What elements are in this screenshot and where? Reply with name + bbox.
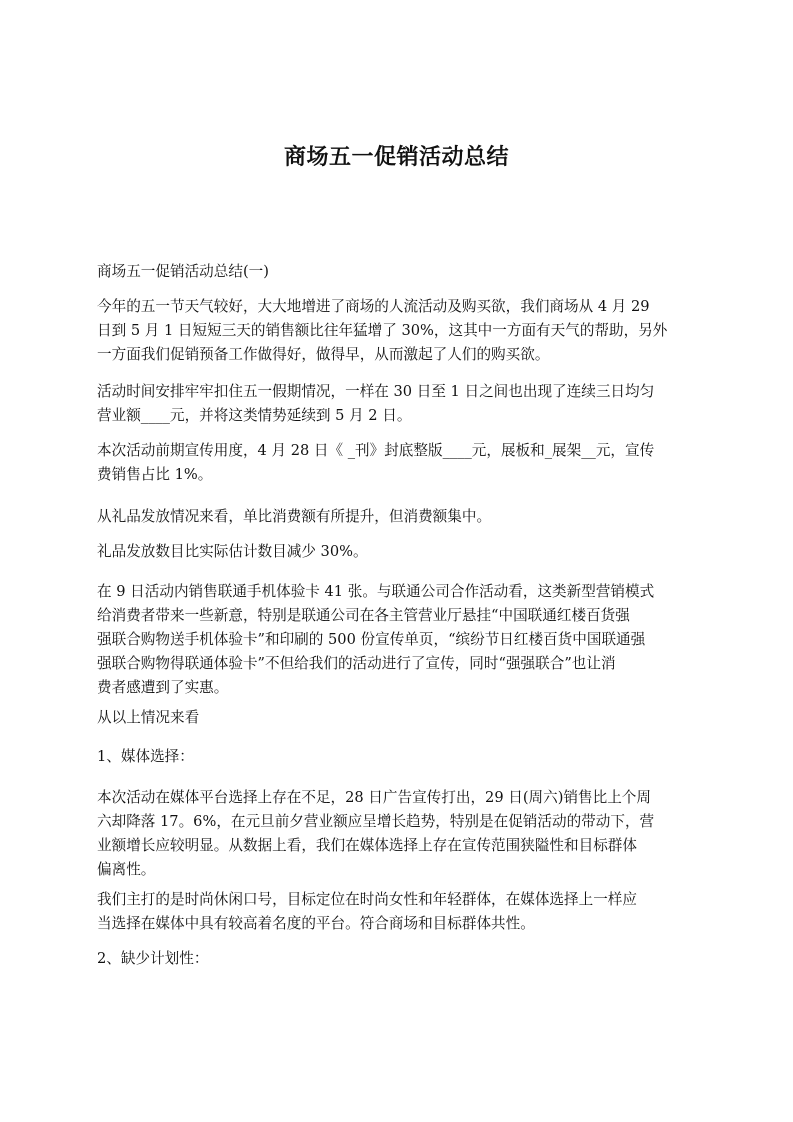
section-heading xyxy=(97,260,703,284)
paragraph xyxy=(97,540,703,564)
paragraph-line: 礼品发放数目比实际估计数目减少 30%。 xyxy=(97,543,368,560)
paragraph xyxy=(97,295,703,367)
paragraph-line: 业额增长应较明显。从数据上看，我们在媒体选择上存在宣传范围狭隘性和目标群体 xyxy=(97,837,637,854)
paragraph xyxy=(97,888,703,936)
paragraph-line: 一方面我们促销预备工作做得好，做得早，从而激起了人们的购买欲。 xyxy=(97,346,550,363)
paragraph-line: 本次活动在媒体平台选择上存在不足，28 日广告宣传打出，29 日(周六)销售比上个周 xyxy=(97,789,651,806)
paragraph xyxy=(97,505,703,529)
paragraph-line: 日到 5 月 1 日短短三天的销售额比往年猛增了 30%，这其中一方面有天气的帮助，另外 xyxy=(97,322,668,339)
paragraph-line: 1、媒体选择： xyxy=(97,748,194,765)
paragraph-line: 偏离性。 xyxy=(97,861,156,878)
paragraph-line: 当选择在媒体中具有较高着名度的平台。符合商场和目标群体共性。 xyxy=(97,915,535,932)
paragraph xyxy=(97,580,703,700)
paragraph-line: 从礼品发放情况来看，单比消费额有所提升，但消费额集中。 xyxy=(97,508,492,525)
paragraph-line: 费销售占比 1%。 xyxy=(97,466,213,483)
paragraph xyxy=(97,380,703,428)
paragraph-line: 强联合购物送手机体验卡”和印刷的 500 份宣传单页，“缤纷节日红楼百货中国联通强 xyxy=(97,631,646,648)
paragraph-line: 活动时间安排牢牢扣住五一假期情况，一样在 30 日至 1 日之间也出现了连续三日均匀 xyxy=(97,383,655,400)
paragraph-line: 六却降落 17。6%，在元旦前夕营业额应呈增长趋势，特别是在促销活动的带动下，营 xyxy=(97,813,655,830)
paragraph-line: 从以上情况来看 xyxy=(97,709,200,726)
paragraph xyxy=(97,706,703,730)
paragraph-line: 营业额____元，并将这类情势延续到 5 月 2 日。 xyxy=(97,407,412,424)
paragraph-line: 商场五一促销活动总结(一) xyxy=(97,263,269,280)
paragraph-line: 强联合购物得联通体验卡”不但给我们的活动进行了宣传，同时“强强联合”也让消 xyxy=(97,655,616,672)
paragraph-line: 在 9 日活动内销售联通手机体验卡 41 张。与联通公司合作活动看，这类新型营销模式 xyxy=(97,583,655,600)
paragraph-line: 费者感遭到了实惠。 xyxy=(97,679,229,696)
paragraph-line: 今年的五一节天气较好，大大地增进了商场的人流活动及购买欲，我们商场从 4 月 29 xyxy=(97,298,650,315)
paragraph xyxy=(97,786,703,882)
paragraph-line: 本次活动前期宣传用度，4 月 28 日《 _刊》封底整版____元，展板和_展架__元，宣传 xyxy=(97,442,655,459)
numbered-heading xyxy=(97,745,703,769)
paragraph xyxy=(97,439,703,487)
paragraph-line: 2、缺少计划性： xyxy=(97,950,209,967)
document-title: 商场五一促销活动总结 xyxy=(283,145,509,170)
numbered-heading xyxy=(97,947,703,971)
paragraph-line: 给消费者带来一些新意，特别是联通公司在各主管营业厅悬挂“中国联通红楼百货强 xyxy=(97,607,630,624)
paragraph-line: 我们主打的是时尚休闲口号，目标定位在时尚女性和年轻群体，在媒体选择上一样应 xyxy=(97,891,637,908)
